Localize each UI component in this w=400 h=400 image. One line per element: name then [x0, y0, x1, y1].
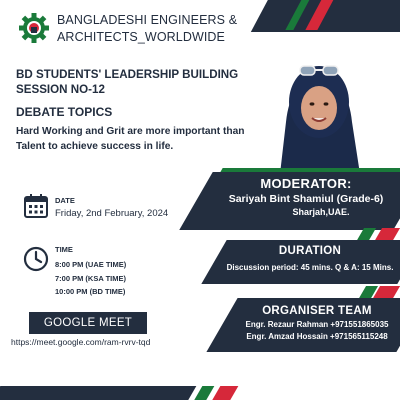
- calendar-icon: [23, 193, 49, 219]
- duration-info: [218, 245, 400, 272]
- debate-topics-heading: DEBATE TOPICS: [16, 105, 113, 119]
- moderator-name: Sariyah Bint Shamiul (Grade-6): [228, 193, 384, 205]
- organiser-member: Engr. Amzad Hossain +971565115248: [246, 332, 388, 341]
- date-label: DATE: [55, 196, 75, 205]
- organization-name-line-1: BANGLADESHI ENGINEERS &: [57, 13, 238, 27]
- duration-heading: DURATION: [278, 245, 342, 257]
- debate-topic: Hard Working and Grit are more important than Talent to achieve success in life.: [16, 126, 245, 152]
- moderator-info: [208, 176, 400, 217]
- moderator-location: Sharjah,UAE.: [292, 207, 350, 217]
- session-title: BD STUDENTS' LEADERSHIP BUILDING SESSION NO-12: [16, 68, 239, 96]
- google-meet-button[interactable]: GOOGLE MEET: [29, 312, 147, 334]
- organization-name: [57, 12, 237, 46]
- time-slot: 8:00 PM (UAE TIME): [55, 260, 127, 269]
- meeting-link[interactable]: https://meet.google.com/ram-rvrv-tqd: [11, 337, 151, 347]
- duration-text: Discussion period: 45 mins. Q & A: 15 Mins.: [226, 263, 394, 272]
- organiser-info: [232, 305, 400, 341]
- organization-name-line-2: ARCHITECTS_WORLDWIDE: [57, 30, 225, 44]
- gear-logo-icon: [16, 12, 52, 46]
- date-value: Friday, 2nd February, 2024: [55, 208, 169, 219]
- time-slot: 10:00 PM (BD TIME): [55, 287, 126, 296]
- moderator-photo: [272, 42, 366, 174]
- time-slot: 7:00 PM (KSA TIME): [55, 273, 126, 283]
- moderator-heading: MODERATOR:: [260, 176, 352, 191]
- time-list: [55, 258, 126, 299]
- organiser-member: Engr. Rezaur Rahman +971551865035: [245, 320, 389, 329]
- organiser-heading: ORGANISER TEAM: [262, 305, 372, 317]
- clock-icon: [23, 246, 49, 272]
- time-label: TIME: [55, 245, 73, 254]
- bottom-navy-stripe: [0, 386, 196, 400]
